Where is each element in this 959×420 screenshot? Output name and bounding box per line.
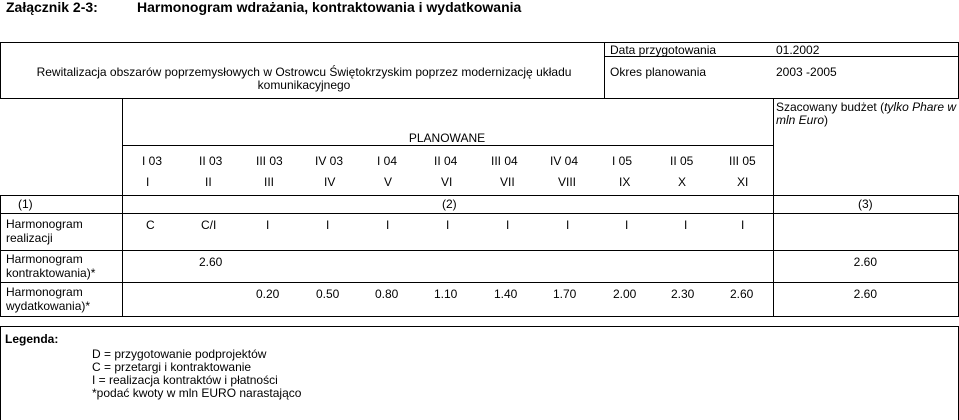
quarter-label: III 03 [256,154,283,168]
realizacja-cell: I [684,218,688,232]
project-name-line1: Rewitalizacja obszarów poprzemysłowych w Ostrowcu Świętokrzyskim poprzez modernizację układu [36,65,572,79]
period-label: III [264,175,275,189]
wydatkowanie-total: 2.60 [853,287,877,301]
wydatkowanie-value: 2.60 [730,287,754,301]
info-divider [604,42,605,99]
col-number-3: (3) [858,197,873,211]
document-title: Harmonogram wdrażania, kontraktowania i wydatkowania [137,0,522,15]
wydatkowanie-value: 0.20 [256,287,280,301]
quarter-label: III 04 [491,154,518,168]
row2-bottom [0,282,959,283]
realizacja-cell: I [386,218,390,232]
quarter-label: IV 03 [315,154,344,168]
total-column-divider [773,98,774,316]
period-label: VIII [558,175,577,189]
quarter-label: IV 04 [550,154,579,168]
quarter-label: I 05 [612,154,633,168]
row1-bottom [0,250,959,251]
period-label: V [384,175,393,189]
period-label: IX [619,175,631,189]
realizacja-cell: C [146,218,155,232]
col-number-1: (1) [18,197,33,211]
legend-item: C = przetargi i kontraktowanie [92,360,252,374]
legend-title: Legenda: [5,332,59,346]
row-label-wydatkowanie: Harmonogram [6,285,83,299]
header-divider [0,98,959,99]
project-name-line2: komunikacyjnego [257,78,351,92]
prep-date-value: 01.2002 [776,43,820,57]
label-column-divider [122,98,123,316]
budget-line2 [776,114,828,126]
wydatkowanie-value: 0.80 [375,287,399,301]
legend-top-border [0,326,959,327]
realizacja-cell: I [741,218,745,232]
wydatkowanie-value: 1.10 [434,287,458,301]
period-label: IV [324,175,336,189]
budget-line2-normal: ) [824,113,829,127]
annex-label: Załącznik 2-3: [6,0,98,15]
realizacja-cell: I [446,218,450,232]
planning-period-value: 2003 -2005 [776,65,837,79]
period-label: VI [441,175,453,189]
budget-line1-italic: tylko Phare w [884,100,957,114]
period-label: XI [737,175,749,189]
row-label-wydatkowanie-line2: wydatkowania)* [6,299,91,313]
wydatkowanie-value: 1.70 [553,287,577,301]
planning-period-label: Okres planowania [610,65,707,79]
legend-left-border [0,326,1,420]
row-label-realizacja-line2: realizacji [6,231,53,245]
realizacja-cell: C/I [201,218,217,232]
quarter-label: II 03 [199,154,223,168]
col-number-2: (2) [442,197,457,211]
legend-item: D = przygotowanie podprojektów [92,347,267,361]
kontraktowanie-total: 2.60 [853,255,877,269]
quarter-label: I 04 [377,154,398,168]
period-label: I [146,175,150,189]
col-number-top [0,195,959,196]
prep-date-label: Data przygotowania [610,43,717,57]
left-border-top [0,42,1,99]
budget-line1-normal: Szacowany budżet ( [776,100,885,114]
realizacja-cell: I [625,218,629,232]
budget-line2-italic: mln Euro [776,113,825,127]
row-label-realizacja: Harmonogram [6,217,83,231]
wydatkowanie-value: 2.30 [671,287,695,301]
col-number-bottom [0,213,959,214]
budget-line1 [776,101,956,113]
wydatkowanie-value: 1.40 [494,287,518,301]
planned-label: PLANOWANE [408,131,486,145]
realizacja-cell: I [266,218,270,232]
wydatkowanie-value: 0.50 [316,287,340,301]
quarter-label: II 05 [670,154,694,168]
period-label: II [205,175,212,189]
period-label: VII [500,175,515,189]
realizacja-cell: I [566,218,570,232]
period-label: X [678,175,687,189]
quarter-label: II 04 [434,154,458,168]
kontraktowanie-value: 2.60 [199,255,223,269]
legend-item: *podać kwoty w mln EURO narastająco [92,386,302,400]
realizacja-cell: I [326,218,330,232]
row-label-kontraktowanie: Harmonogram [6,252,83,266]
row-label-kontraktowanie-line2: kontraktowania)* [6,266,96,280]
legend-item: I = realizacja kontraktów i płatności [92,373,278,387]
quarter-label: III 05 [729,154,756,168]
wydatkowanie-value: 2.00 [613,287,637,301]
quarter-label: I 03 [142,154,163,168]
planned-divider [122,145,773,146]
table-bottom [0,316,959,317]
realizacja-cell: I [506,218,510,232]
